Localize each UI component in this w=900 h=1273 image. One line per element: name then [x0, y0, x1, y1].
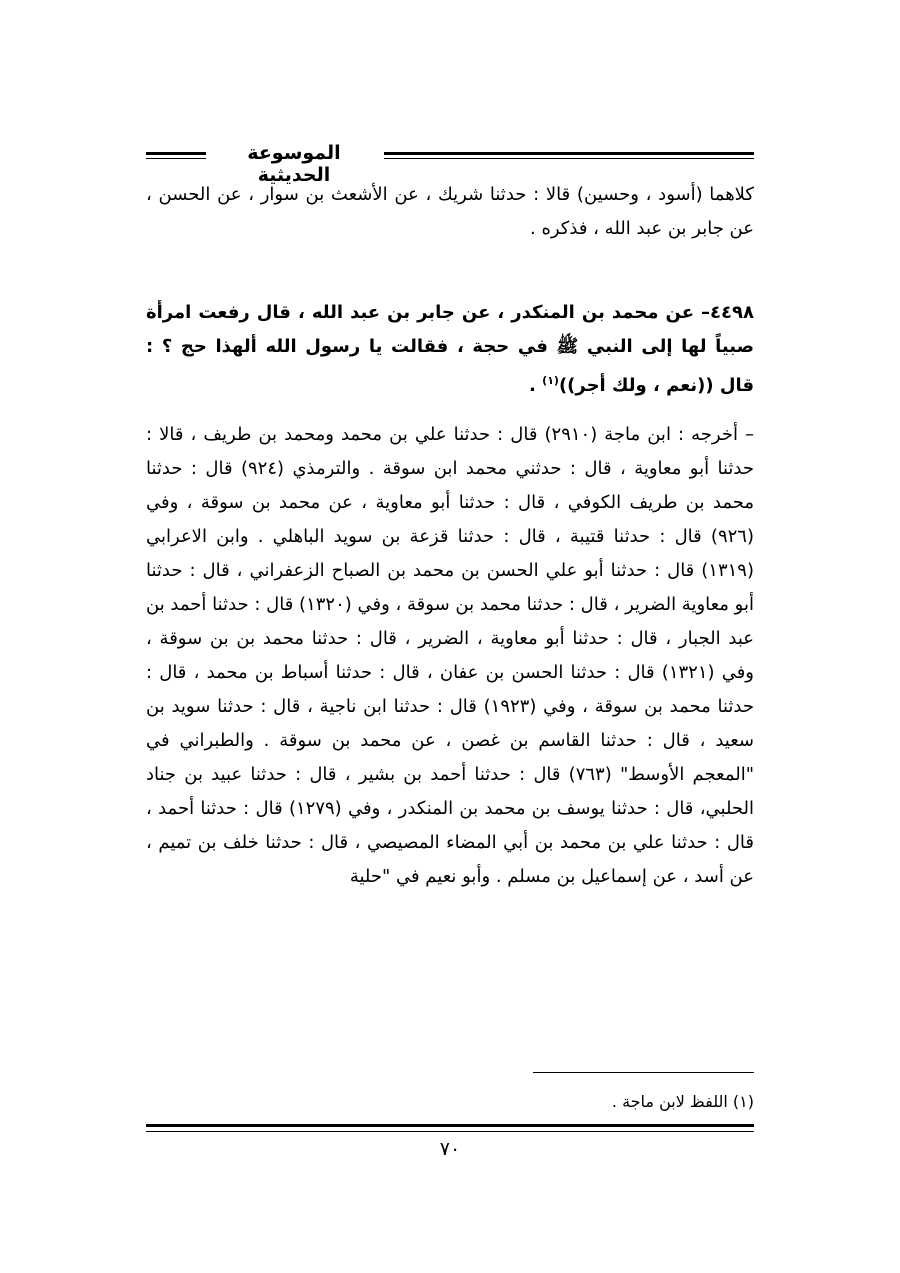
continuation-paragraph	[146, 178, 754, 246]
hadith-block	[146, 296, 754, 403]
takhrij-paragraph	[146, 418, 754, 894]
hadith-paragraph	[146, 296, 754, 403]
header-rule-right	[384, 152, 754, 159]
footnote-marker: (١)	[542, 374, 559, 387]
header-title: الموسوعة الحديثية	[247, 142, 341, 186]
running-header	[146, 142, 754, 186]
page-number: ٧٠	[439, 1138, 461, 1160]
footnote: (١) اللفظ لابن ماجة .	[611, 1092, 754, 1111]
header-rule-left	[146, 152, 206, 159]
hadith-end: .	[529, 375, 543, 396]
hadith-text: ٤٤٩٨– عن محمد بن المنكدر ، عن جابر بن عبد الله ، قال رفعت امرأة صبياً لها إلى النبي ﷺ في حجة ، فقالت يا رسول الله ألهذا حج ؟ : قال ((نعم ، ولك أجر))	[146, 302, 754, 396]
footnote-separator	[533, 1072, 754, 1073]
bottom-rule	[146, 1124, 754, 1132]
continuation-text: كلاهما (أسود ، وحسين) قالا : حدثنا شريك ، عن الأشعث بن سوار ، عن الحسن ، عن جابر بن عبد الله ، فذكره .	[146, 184, 754, 239]
takhrij-text: – أخرجه : ابن ماجة (٢٩١٠) قال : حدثنا علي بن محمد ومحمد بن طريف ، قالا : حدثنا أبو معاوية ، قال : حدثني محمد ابن سوقة . والترمذي (٩٢٤) قال : حدثنا محمد بن طريف الكوفي ، قال : حدثنا أبو معاوية ، عن محمد بن سوقة ، وفي (٩٢٦) قال : حدثنا قتيبة ، قال : حدثنا قزعة بن سويد الباهلي . وابن الاعرابي (١٣١٩) قال : حدثنا أبو علي الحسن بن محمد بن الصباح الزعفراني ، قال : حدثنا أبو معاوية الضرير ، قال : حدثنا محمد بن سوقة ، وفي (١٣٢٠) قال : حدثنا أحمد بن عبد الجبار ، قال : حدثنا أبو معاوية ، الضرير ، قال : حدثنا محمد بن بن سوقة ، وفي (١٣٢١) قال : حدثنا الحسن بن عفان ، قال : حدثنا أسباط بن محمد ، قال : حدثنا محمد بن سوقة ، وفي (١٩٢٣) قال : حدثنا ابن ناجية ، قال : حدثنا سويد بن سعيد ، قال : حدثنا القاسم بن غصن ، عن محمد بن سوقة . والطبراني في "المعجم الأوسط" (٧٦٣) قال : حدثنا أحمد بن بشير ، قال : حدثنا عبيد بن جناد الحلبي، قال : حدثنا يوسف بن محمد بن المنكدر ، وفي (١٢٧٩) قال : حدثنا أحمد ، قال : حدثنا علي بن محمد بن أبي المضاء المصيصي ، قال : حدثنا خلف بن تميم ، عن أسد ، عن إسماعيل بن مسلم . وأبو نعيم في "حلية	[146, 424, 755, 887]
